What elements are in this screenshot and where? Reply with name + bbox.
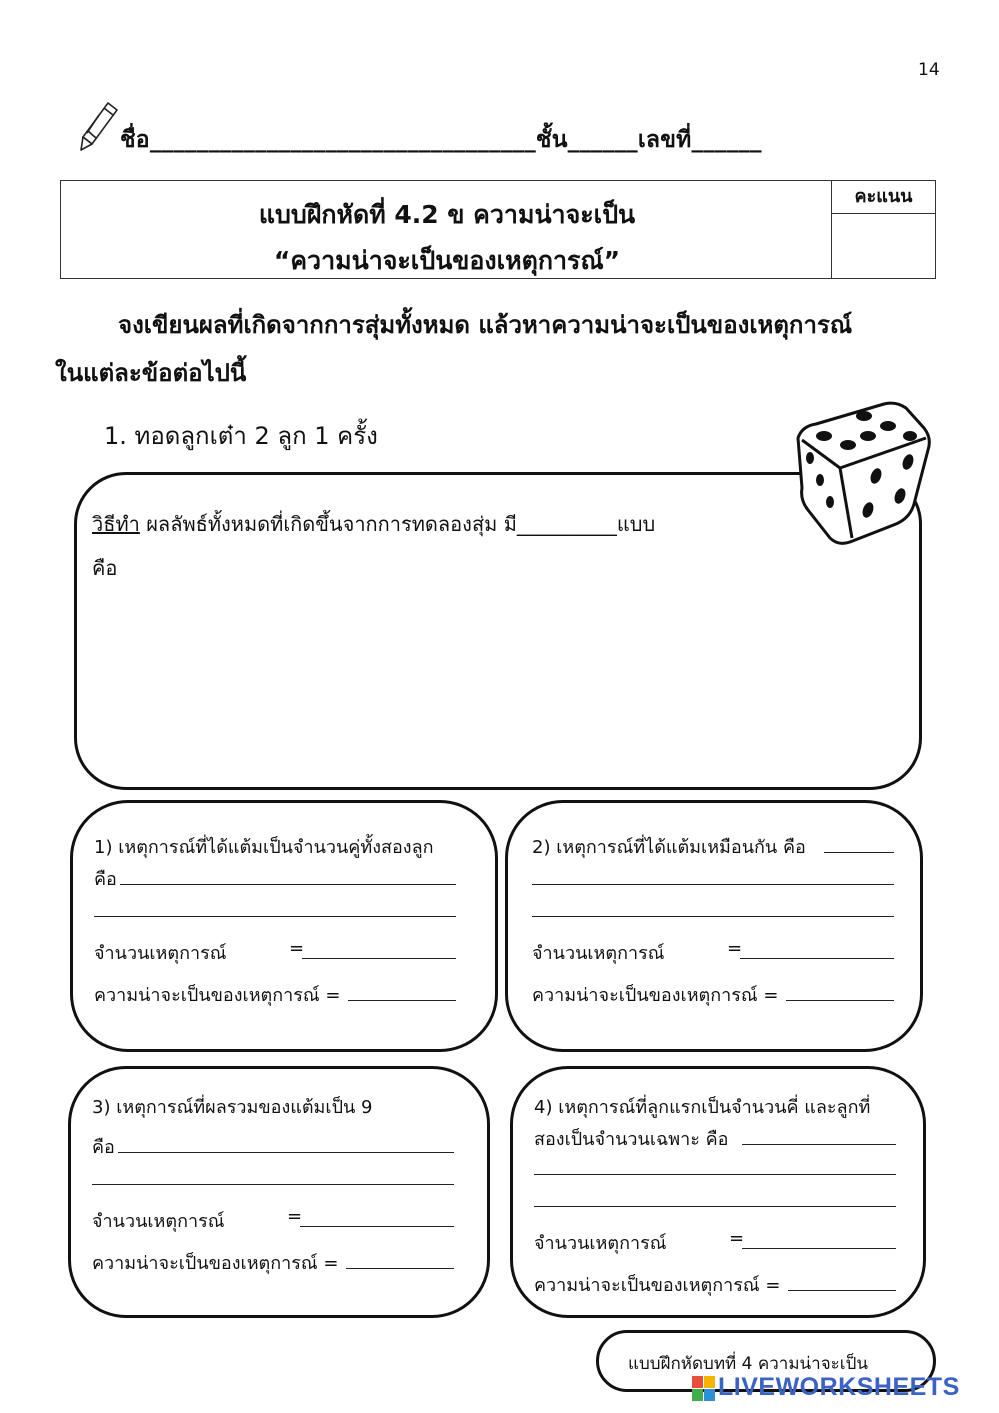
subquestion-2-prob-label: ความน่าจะเป็นของเหตุการณ์ = <box>532 985 779 1006</box>
footer-label: แบบฝึกหัดบทที่ 4 ความน่าจะเป็น <box>628 1354 869 1374</box>
subquestion-2-answer-line-0[interactable] <box>824 852 894 853</box>
method-text: ผลลัพธ์ทั้งหมดที่เกิดขึ้นจากการทดลองสุ่ม มี <box>139 512 517 536</box>
score-label: คะแนน <box>832 181 935 214</box>
subquestion-3-kue: คือ <box>92 1137 115 1158</box>
subquestion-2-prob-field[interactable] <box>786 1000 894 1001</box>
subquestion-1-count-label: จำนวนเหตุการณ์ <box>94 943 227 964</box>
subquestion-3-prob-label: ความน่าจะเป็นของเหตุการณ์ = <box>92 1253 339 1274</box>
worksheet-subtitle: “ความน่าจะเป็นของเหตุการณ์” <box>273 246 621 275</box>
subquestion-3-count-field[interactable] <box>300 1226 454 1227</box>
subquestion-3-answer-line-1[interactable] <box>118 1152 454 1153</box>
subquestion-4-answer-line-0[interactable] <box>742 1144 896 1145</box>
title-box <box>60 180 936 279</box>
score-column <box>831 181 935 278</box>
subquestion-1-prob-field[interactable] <box>348 1000 456 1001</box>
method-kue-label: คือ <box>92 556 118 580</box>
subquestion-4-equals: = <box>729 1228 745 1249</box>
page-number: 14 <box>918 60 940 80</box>
method-unit: แบบ <box>616 512 656 536</box>
subquestion-4-answer-line-1[interactable] <box>534 1174 896 1175</box>
method-heading: วิธีทำ <box>92 512 140 536</box>
subquestion-2-count-field[interactable] <box>740 958 894 959</box>
subquestion-4-prob-field[interactable] <box>788 1290 896 1291</box>
subquestion-2-equals: = <box>727 938 743 959</box>
subquestion-4-count-field[interactable] <box>742 1248 896 1249</box>
subquestion-2-answer-line-2[interactable] <box>532 916 894 917</box>
liveworksheets-logo-icon <box>692 1376 716 1402</box>
subquestion-2-text: 2) เหตุการณ์ที่ได้แต้มเหมือนกัน คือ <box>532 837 806 858</box>
method-line <box>92 508 655 540</box>
subquestion-1-answer-line-1[interactable] <box>120 884 456 885</box>
pencil-icon <box>78 100 120 152</box>
subquestion-3-answer-line-2[interactable] <box>92 1184 454 1185</box>
subquestion-3-count-label: จำนวนเหตุการณ์ <box>92 1211 225 1232</box>
subquestion-1-count-field[interactable] <box>302 958 456 959</box>
subquestion-3-text: 3) เหตุการณ์ที่ผลรวมของแต้มเป็น 9 <box>92 1097 373 1118</box>
subquestion-3-equals: = <box>287 1206 303 1227</box>
subquestion-4-count-label: จำนวนเหตุการณ์ <box>534 1233 667 1254</box>
subquestion-2-count-label: จำนวนเหตุการณ์ <box>532 943 665 964</box>
subquestion-1-prob-label: ความน่าจะเป็นของเหตุการณ์ = <box>94 985 341 1006</box>
subquestion-1-kue: คือ <box>94 869 117 890</box>
subquestion-4-text-line-2: สองเป็นจำนวนเฉพาะ คือ <box>534 1129 729 1150</box>
score-field[interactable] <box>832 214 935 278</box>
subquestion-1-equals: = <box>289 938 305 959</box>
student-info-line: ชื่อ_________________________________ชั้น______เลขที่______ <box>120 127 762 153</box>
worksheet-title: แบบฝึกหัดที่ 4.2 ข ความน่าจะเป็น <box>258 200 636 229</box>
instruction-line-2: ในแต่ละข้อต่อไปนี้ <box>55 359 247 387</box>
subquestion-3-prob-field[interactable] <box>346 1268 454 1269</box>
subquestion-4-prob-label: ความน่าจะเป็นของเหตุการณ์ = <box>534 1275 781 1296</box>
subquestion-1-text: 1) เหตุการณ์ที่ได้แต้มเป็นจำนวนคู่ทั้งสองลูก <box>94 837 434 858</box>
outcome-count-blank[interactable]: __________ <box>516 512 617 536</box>
dice-icon <box>792 398 937 546</box>
liveworksheets-watermark: LIVEWORKSHEETS <box>718 1373 960 1401</box>
subquestion-4-answer-line-2[interactable] <box>534 1206 896 1207</box>
subquestion-4-text-line-1: 4) เหตุการณ์ที่ลูกแรกเป็นจำนวนคี่ และลูกที่ <box>534 1097 871 1118</box>
subquestion-1-answer-line-2[interactable] <box>94 916 456 917</box>
instruction-line-1: จงเขียนผลที่เกิดจากการสุ่มทั้งหมด แล้วหาความน่าจะเป็นของเหตุการณ์ <box>118 311 853 339</box>
question-1: 1. ทอดลูกเต๋า 2 ลูก 1 ครั้ง <box>104 422 378 450</box>
subquestion-2-answer-line-1[interactable] <box>532 884 894 885</box>
